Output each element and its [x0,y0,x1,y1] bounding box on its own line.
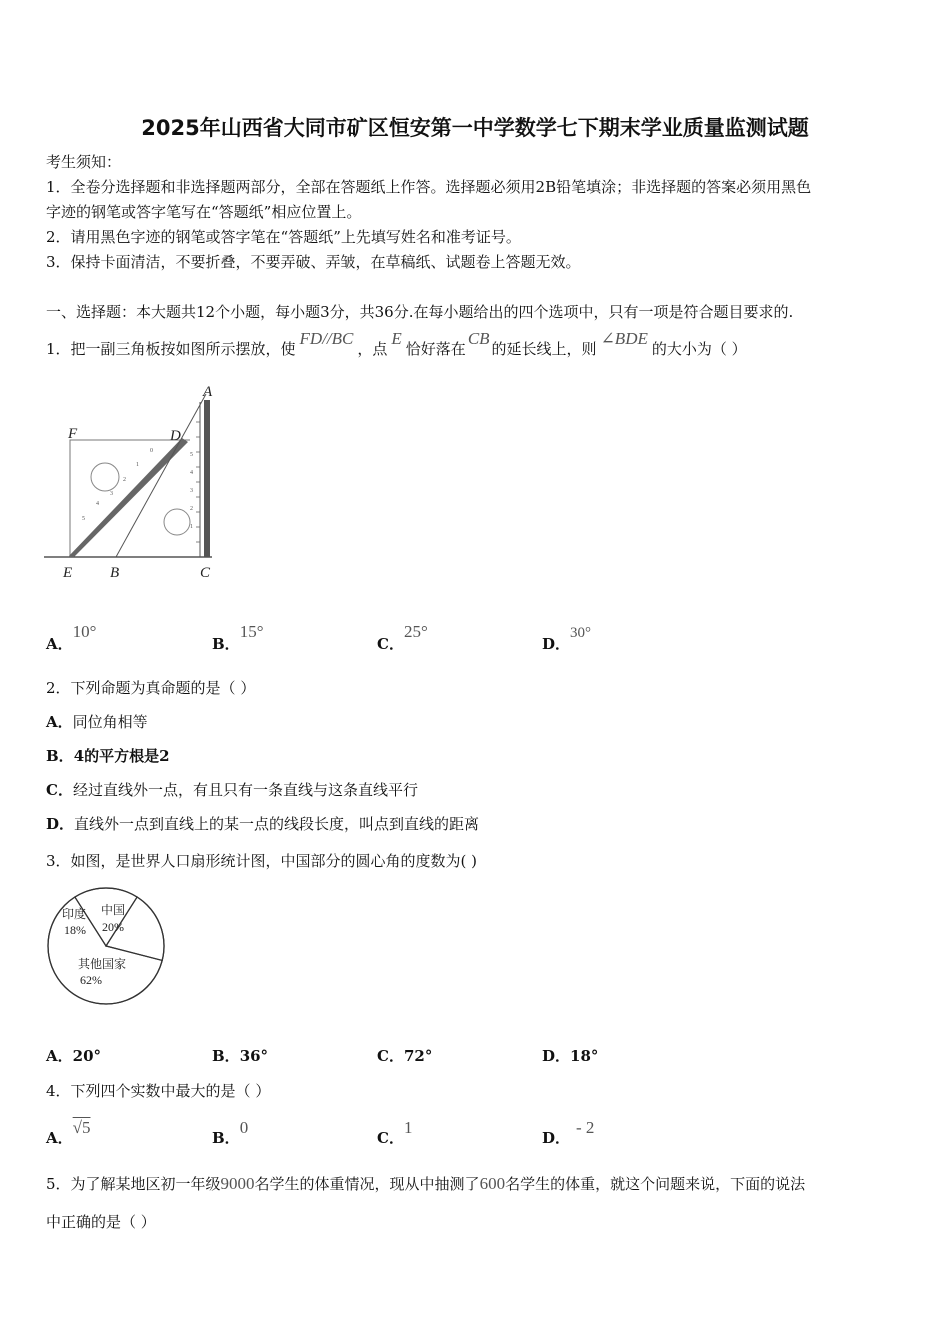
q1-option-c[interactable] [377,622,428,654]
page-title: 2025年山西省大同市矿区恒安第一中学数学七下期末学业质量监测试题 [141,116,809,140]
q4-option-b[interactable] [212,1118,249,1148]
option-label: C． [377,1129,404,1147]
option-label: A． [46,1129,73,1147]
option-label: B． [212,1129,240,1147]
option-label: D． [542,1129,571,1147]
option-label: A． [46,713,73,731]
option-text: 72° [403,1047,433,1065]
vertex-label-c: C [200,565,211,581]
option-text: 经过直线外一点，有且只有一条直线与这条直线平行 [72,781,418,799]
question-1-stem [46,329,747,360]
q1-option-b[interactable] [212,622,264,654]
option-value: 25° [403,622,428,641]
notice-item-2: 2．请用黑色字迹的钢笔或答字笔在“答题纸”上先填写姓名和准考证号。 [46,228,521,246]
option-text: 4的平方根是2 [73,747,170,765]
pie-label-china: 中国 [101,903,126,917]
option-label: C． [377,1047,404,1065]
section-heading: 一、选择题：本大题共12个小题，每小题3分，共36分.在每小题给出的四个选项中，只有一项是符合题目要求的. [46,303,794,321]
vertex-label-f: F [68,426,78,442]
option-label: A． [46,1047,73,1065]
option-label: D． [542,635,571,653]
triangle-hole-right [164,509,190,535]
pie-percent-india: 18% [64,923,86,937]
option-label: B． [212,635,240,653]
pie-percent-others: 62% [80,973,102,987]
option-value: √5 [72,1118,91,1137]
option-text: 18° [570,1047,599,1065]
q1-math-cb: CB [467,329,490,348]
question-5-stem-cont: 中正确的是（ ） [46,1213,156,1231]
ed-thick-edge [68,438,188,557]
q1-triangle-figure [44,382,224,587]
ruler-number: 2 [123,477,126,483]
option-text: 直线外一点到直线上的某一点的线段长度，叫点到直线的距离 [74,815,480,833]
q1-math-e: E [391,329,402,348]
q2-option-a[interactable] [46,711,148,733]
side-number: 1 [190,524,193,530]
side-number: 4 [190,470,193,476]
option-value: 1 [403,1118,413,1137]
q1-option-d[interactable] [542,625,592,654]
q4-option-d[interactable] [542,1118,595,1148]
vertex-label-b: B [110,565,120,581]
side-number: 5 [190,452,193,458]
notice-item-1-cont: 字迹的钢笔或答字笔写在“答题纸”相应位置上。 [46,203,362,221]
vertex-label-d: D [170,428,181,444]
option-label: C． [46,781,73,799]
option-label: A． [46,635,73,653]
option-text: 同位角相等 [72,713,148,731]
option-value: 30° [570,625,592,641]
q5-number-600: 600 [479,1174,506,1193]
q5-text-2: 名学生的体重情况，现从中抽测了 [254,1175,480,1193]
option-text: 36° [239,1047,269,1065]
ruler-number: 4 [96,501,99,507]
option-label: B． [212,1047,240,1065]
q1-text-3: 恰好落在 [405,340,466,358]
option-label: B． [46,747,74,765]
side-number: 3 [190,488,193,494]
q1-text-4: 的延长线上，则 [491,340,597,358]
q1-text-2: ，点 [357,340,388,358]
ruler-number: 5 [82,516,85,522]
option-label: C． [377,635,404,653]
q1-text-5: 的大小为（ ） [651,340,747,358]
option-text: 20° [72,1047,102,1065]
q1-text-1: 1．把一副三角板按如图所示摆放，使 [46,340,296,358]
q1-option-a[interactable] [46,622,97,654]
q1-math-fd-bc: FD//BC [299,329,354,348]
question-3-stem: 3．如图，是世界人口扇形统计图，中国部分的圆心角的度数为( ) [46,852,478,870]
q5-text-1: 5．为了解某地区初一年级 [46,1175,221,1193]
q3-option-b[interactable] [212,1045,268,1067]
ruler-number: 0 [150,448,153,454]
ac-ruler [204,400,210,557]
q2-option-b[interactable] [46,745,170,767]
q3-option-d[interactable] [542,1045,598,1067]
q5-text-3: 名学生的体重，就这个问题来说，下面的说法 [505,1175,806,1193]
q2-option-d[interactable] [46,813,479,835]
side-number: 2 [190,506,193,512]
q4-option-c[interactable] [377,1118,413,1148]
pie-label-others: 其他国家 [78,957,127,971]
q2-option-c[interactable] [46,779,418,801]
option-value: 10° [72,622,97,641]
vertex-label-e: E [63,565,73,581]
question-2-stem: 2．下列命题为真命题的是（ ） [46,679,256,697]
option-label: D． [542,1047,571,1065]
pie-label-india: 印度 [62,907,87,921]
ruler-number: 3 [110,491,113,497]
q1-math-angle-bde: ∠BDE [600,329,648,348]
question-4-stem: 4．下列四个实数中最大的是（ ） [46,1082,271,1100]
notice-heading: 考生须知： [46,153,122,171]
option-value: 15° [239,622,264,641]
q3-option-c[interactable] [377,1045,432,1067]
option-value: - 2 [576,1118,595,1137]
pie-percent-china: 20% [102,920,124,934]
question-5-stem [46,1173,805,1195]
option-value: 0 [239,1118,249,1137]
notice-item-3: 3．保持卡面清洁，不要折叠，不要弄破、弄皱，在草稿纸、试题卷上答题无效。 [46,253,581,271]
ruler-number: 1 [136,462,139,468]
triangle-hole-left [91,463,119,491]
population-pie-chart [44,886,170,1008]
q4-option-a[interactable] [46,1118,91,1148]
option-label: D． [46,815,75,833]
q5-number-9000: 9000 [220,1174,255,1193]
vertex-label-a: A [203,384,213,400]
q3-option-a[interactable] [46,1045,101,1067]
notice-item-1: 1．全卷分选择题和非选择题两部分，全部在答题纸上作答。选择题必须用2B铅笔填涂；非选择题的答案必须用黑色 [46,178,812,196]
